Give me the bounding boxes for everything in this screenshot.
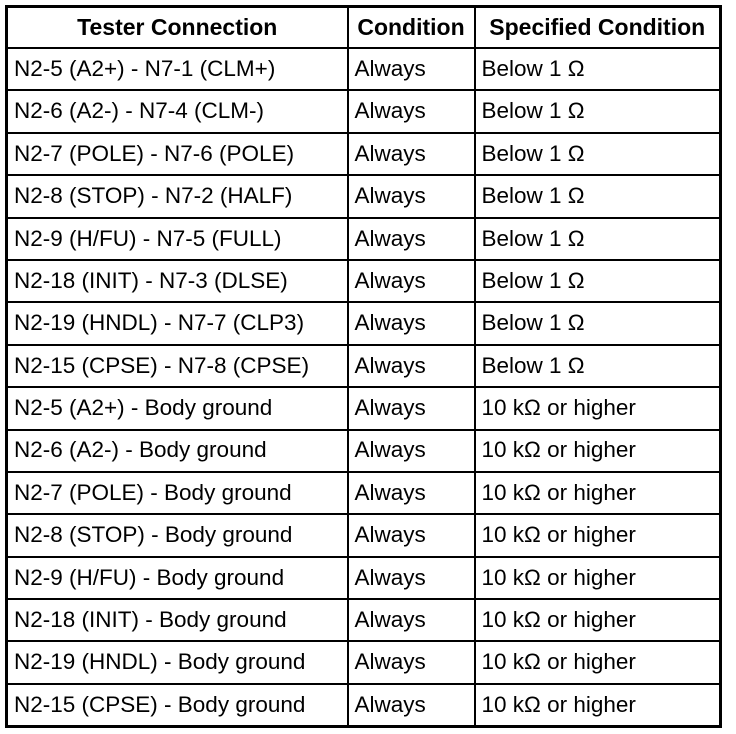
table-row [7, 514, 721, 556]
cell-specified-condition: 10 kΩ or higher [475, 514, 721, 556]
cell-tester-connection: N2-5 (A2+) - N7-1 (CLM+) [7, 48, 348, 90]
cell-condition: Always [348, 684, 475, 727]
table-row [7, 641, 721, 683]
table-row [7, 260, 721, 302]
cell-specified-condition: 10 kΩ or higher [475, 684, 721, 727]
table-row [7, 48, 721, 90]
cell-tester-connection: N2-15 (CPSE) - Body ground [7, 684, 348, 727]
cell-specified-condition: Below 1 Ω [475, 133, 721, 175]
cell-tester-connection: N2-7 (POLE) - N7-6 (POLE) [7, 133, 348, 175]
cell-tester-connection: N2-8 (STOP) - N7-2 (HALF) [7, 175, 348, 217]
cell-tester-connection: N2-6 (A2-) - Body ground [7, 430, 348, 472]
cell-specified-condition: 10 kΩ or higher [475, 557, 721, 599]
cell-specified-condition: Below 1 Ω [475, 90, 721, 132]
header-tester-connection: Tester Connection [7, 7, 348, 49]
cell-condition: Always [348, 175, 475, 217]
header-row [7, 7, 721, 49]
cell-condition: Always [348, 472, 475, 514]
document-page [5, 5, 719, 724]
cell-condition: Always [348, 641, 475, 683]
cell-condition: Always [348, 90, 475, 132]
cell-tester-connection: N2-7 (POLE) - Body ground [7, 472, 348, 514]
cell-tester-connection: N2-15 (CPSE) - N7-8 (CPSE) [7, 345, 348, 387]
cell-specified-condition: Below 1 Ω [475, 48, 721, 90]
table-row [7, 430, 721, 472]
table-row [7, 387, 721, 429]
cell-condition: Always [348, 345, 475, 387]
cell-specified-condition: Below 1 Ω [475, 260, 721, 302]
cell-tester-connection: N2-18 (INIT) - Body ground [7, 599, 348, 641]
cell-specified-condition: Below 1 Ω [475, 345, 721, 387]
cell-specified-condition: Below 1 Ω [475, 218, 721, 260]
tester-connection-table [5, 5, 722, 728]
table-row [7, 302, 721, 344]
cell-condition: Always [348, 260, 475, 302]
cell-tester-connection: N2-8 (STOP) - Body ground [7, 514, 348, 556]
cell-specified-condition: Below 1 Ω [475, 175, 721, 217]
cell-condition: Always [348, 48, 475, 90]
table-row [7, 472, 721, 514]
cell-specified-condition: 10 kΩ or higher [475, 641, 721, 683]
cell-condition: Always [348, 599, 475, 641]
table-row [7, 599, 721, 641]
cell-specified-condition: 10 kΩ or higher [475, 599, 721, 641]
table-row [7, 90, 721, 132]
cell-condition: Always [348, 557, 475, 599]
header-specified-condition: Specified Condition [475, 7, 721, 49]
table-row [7, 175, 721, 217]
table-body [7, 48, 721, 727]
cell-specified-condition: Below 1 Ω [475, 302, 721, 344]
table-row [7, 684, 721, 727]
table-header [7, 7, 721, 49]
cell-tester-connection: N2-6 (A2-) - N7-4 (CLM-) [7, 90, 348, 132]
cell-tester-connection: N2-19 (HNDL) - N7-7 (CLP3) [7, 302, 348, 344]
cell-tester-connection: N2-19 (HNDL) - Body ground [7, 641, 348, 683]
cell-condition: Always [348, 430, 475, 472]
cell-specified-condition: 10 kΩ or higher [475, 472, 721, 514]
table-row [7, 345, 721, 387]
cell-specified-condition: 10 kΩ or higher [475, 430, 721, 472]
cell-tester-connection: N2-5 (A2+) - Body ground [7, 387, 348, 429]
cell-condition: Always [348, 218, 475, 260]
cell-condition: Always [348, 302, 475, 344]
cell-condition: Always [348, 133, 475, 175]
cell-specified-condition: 10 kΩ or higher [475, 387, 721, 429]
cell-condition: Always [348, 387, 475, 429]
header-condition: Condition [348, 7, 475, 49]
table-row [7, 218, 721, 260]
cell-tester-connection: N2-9 (H/FU) - Body ground [7, 557, 348, 599]
table-row [7, 557, 721, 599]
cell-condition: Always [348, 514, 475, 556]
table-row [7, 133, 721, 175]
cell-tester-connection: N2-18 (INIT) - N7-3 (DLSE) [7, 260, 348, 302]
cell-tester-connection: N2-9 (H/FU) - N7-5 (FULL) [7, 218, 348, 260]
